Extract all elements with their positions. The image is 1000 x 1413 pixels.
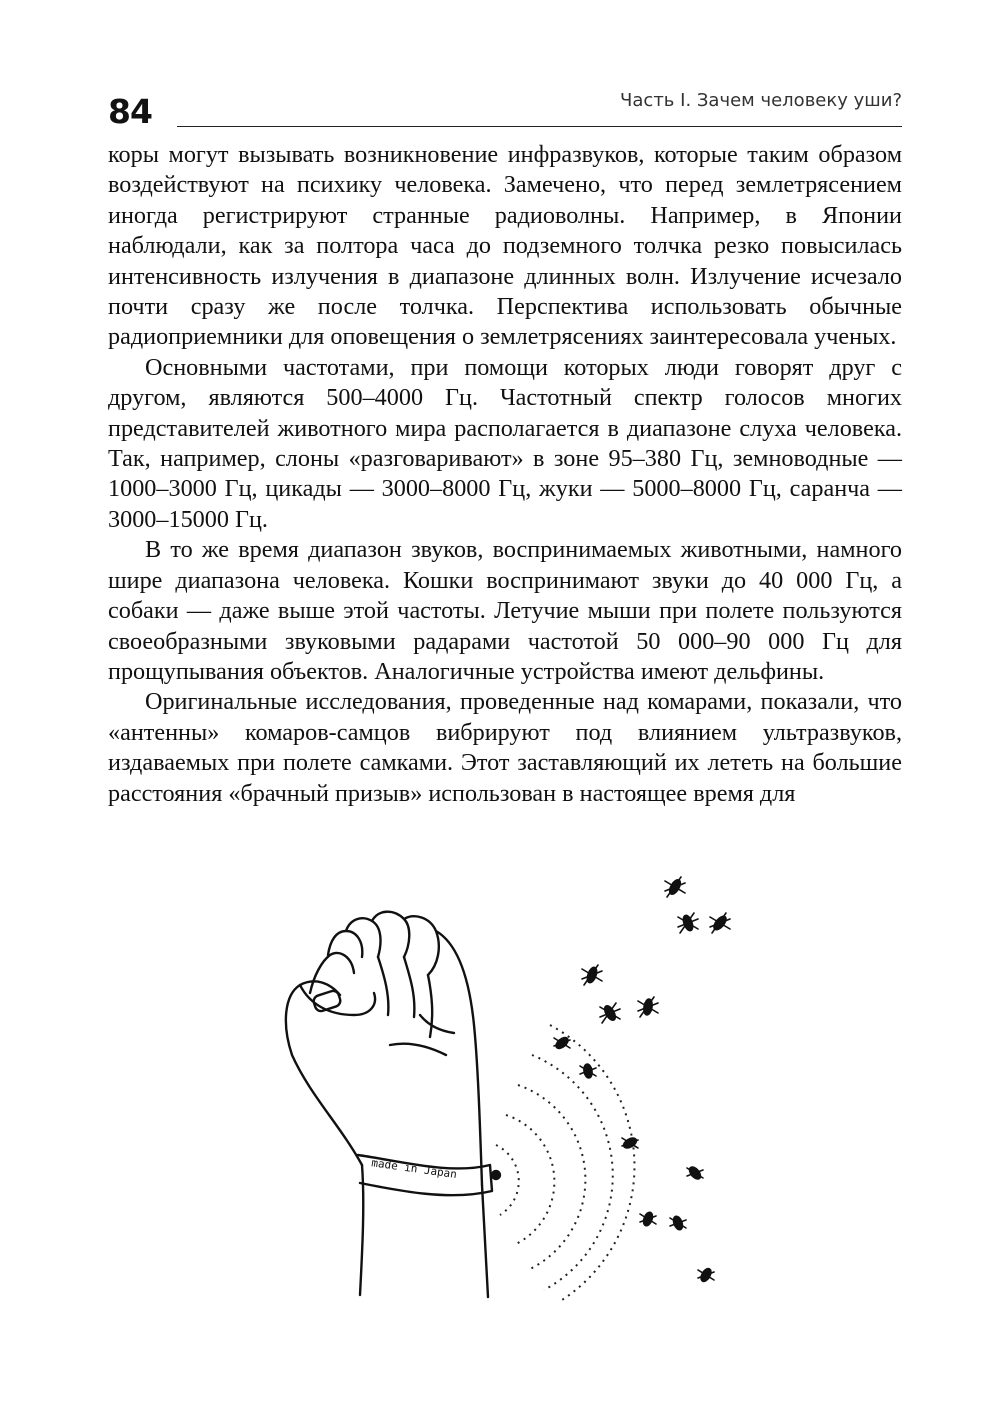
body-text (108, 140, 902, 809)
mosquito-icon (698, 1267, 714, 1283)
fist-outline (286, 912, 482, 1185)
paragraph-3: В то же время диапазон звуков, воспринимаемых животными, намного шире диапазона человека. Кошки воспринимают звуки до 40 000 Гц, а собаки — даже выше этой частоты. Летучие мыши при полете пользуются своеобразными звуковыми радарами частотой 50 000–90 000 Гц для прощупывания объектов. Аналогичные устройства имеют дельфины. (108, 536, 902, 685)
mosquito-icon (678, 913, 698, 933)
knuckle-creases (378, 957, 454, 1055)
fist-mosquitoes-illustration (270, 865, 750, 1305)
mosquito-icon (640, 1211, 656, 1227)
wristband-label: made in Japan (370, 1156, 458, 1182)
mosquito-icon (622, 1136, 638, 1150)
mosquito-icon (600, 1003, 620, 1023)
wristband-button (492, 1171, 500, 1179)
mosquito-icon (670, 1215, 686, 1231)
thumbnail (312, 989, 342, 1012)
mosquito-icon (580, 1063, 596, 1078)
running-header-title: Часть I. Зачем человеку уши? (620, 90, 902, 111)
mosquito-icon (582, 965, 602, 985)
mosquito-icon (687, 1165, 703, 1181)
mosquito-icon (665, 877, 685, 897)
paragraph-2: Основными частотами, при помощи которых люди говорят друг с другом, являются 500–4000 Гц. Частотный спектр голосов многих представителей животного мира располагается в диапазоне слуха человека. Так, например, слоны «разговаривают» в зоне 95–380 Гц, земноводные — 1000–3000 Гц, цикады — 3000–8000 Гц, жуки — 5000–8000 Гц, саранча — 3000–15000 Гц. (108, 353, 902, 533)
mosquito-icon (554, 1035, 570, 1050)
mosquito-swarm (554, 877, 730, 1283)
paragraph-4: Оригинальные исследования, проведенные над комарами, показали, что «антенны» комаров-самцов вибрируют под влиянием ультразвуков, издаваемых при полете самками. Этот заставляющий их лететь на большие расстояния «брачный призыв» использован в настоящее время для (108, 688, 902, 807)
mosquito-icon (638, 997, 658, 1017)
forearm-outline (360, 1165, 488, 1297)
header-rule (177, 126, 902, 127)
sound-waves (496, 1025, 634, 1300)
page-number: 84 (108, 92, 152, 131)
paragraph-1: коры могут вызывать возникновение инфразвуков, которые таким образом воздействуют на психику человека. Замечено, что перед землетрясением иногда регистрируют странные радиоволны. Например, в Японии наблюдали, как за полтора часа до подземного толчка резко повысилась интенсивность излучения в диапазоне длинных волн. Излучение исчезало почти сразу же после толчка. Перспектива использовать обычные радиоприемники для оповещения о землетрясениях заинтересовала ученых. (108, 141, 902, 351)
mosquito-icon (710, 913, 730, 933)
